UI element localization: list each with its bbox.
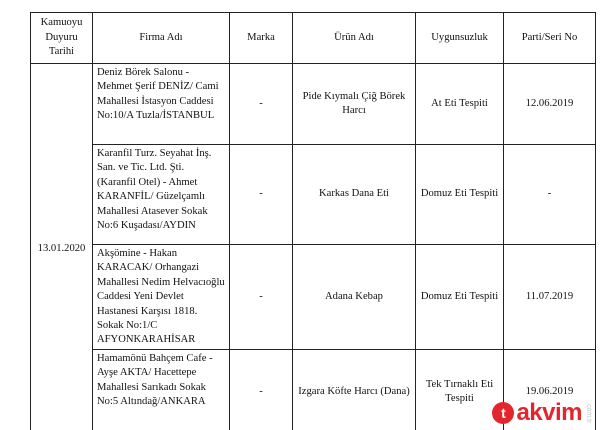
brand-cell: - <box>230 145 293 245</box>
header-product-name: Ürün Adı <box>293 13 416 64</box>
nonconformity-cell: Domuz Eti Tespiti <box>416 245 504 350</box>
firm-text: Hamamönü Bahçem Cafe - Ayşe AKTA/ Hacettepe Mahallesi Sarıkadı Sokak No:5 Altındağ/ANKARA <box>97 353 213 408</box>
batch-cell: - <box>504 145 596 245</box>
firm-cell <box>93 64 230 145</box>
table-row <box>31 145 596 245</box>
firm-cell <box>93 245 230 350</box>
takvim-watermark <box>492 398 592 428</box>
brand-cell: - <box>230 64 293 145</box>
firm-text: Karanfil Turz. Seyahat İnş. San. ve Tic. Ltd. Şti. (Karanfil Otel) - Ahmet KARANFİL/ Güzelçamlı Mahallesi Atasever Sokak No:6 Kuşadası/AYDIN <box>97 148 212 232</box>
table-row <box>31 245 596 350</box>
batch-cell: 12.06.2019 <box>504 64 596 145</box>
product-cell: Karkas Dana Eti <box>293 145 416 245</box>
food-fraud-table <box>30 12 596 430</box>
firm-cell <box>93 145 230 245</box>
product-cell: Pide Kıymalı Çiğ Börek Harcı <box>293 64 416 145</box>
takvim-logo-icon: t <box>492 402 514 424</box>
table-header-row <box>31 13 596 64</box>
brand-cell: - <box>230 245 293 350</box>
batch-cell: 11.07.2019 <box>504 245 596 350</box>
announce-date-cell: 13.01.2020 <box>31 64 93 430</box>
product-cell: Adana Kebap <box>293 245 416 350</box>
product-cell: Izgara Köfte Harcı (Dana) <box>293 350 416 430</box>
header-announce-date: Kamuoyu Duyuru Tarihi <box>31 13 93 64</box>
nonconformity-cell: Domuz Eti Tespiti <box>416 145 504 245</box>
watermark-text: akvim <box>516 399 582 426</box>
header-firm-name: Firma Adı <box>93 13 230 64</box>
nonconformity-cell: At Eti Tespiti <box>416 64 504 145</box>
firm-text: Deniz Börek Salonu - Mehmet Şerif DENİZ/ Cami Mahallesi İstasyon Caddesi No:10/A Tuzla/İSTANBUL <box>97 67 219 122</box>
table-row <box>31 64 596 145</box>
watermark-domain: .com.tr <box>585 402 592 424</box>
header-batch-number: Parti/Seri No <box>504 13 596 64</box>
nonconformity-cell: Tek Tırnaklı Eti Tespiti <box>416 350 504 430</box>
header-brand: Marka <box>230 13 293 64</box>
firm-cell <box>93 350 230 430</box>
batch-cell: 19.06.2019 <box>504 350 596 430</box>
header-nonconformity: Uygunsuzluk <box>416 13 504 64</box>
brand-cell: - <box>230 350 293 430</box>
firm-text: Akşömine - Hakan KARACAK/ Orhangazi Mahallesi Nedim Helvacıoğlu Caddesi Yeni Devlet Hastanesi Karşısı 1818. Sokak No:1/C AFYONKARAHİSAR <box>97 248 225 346</box>
